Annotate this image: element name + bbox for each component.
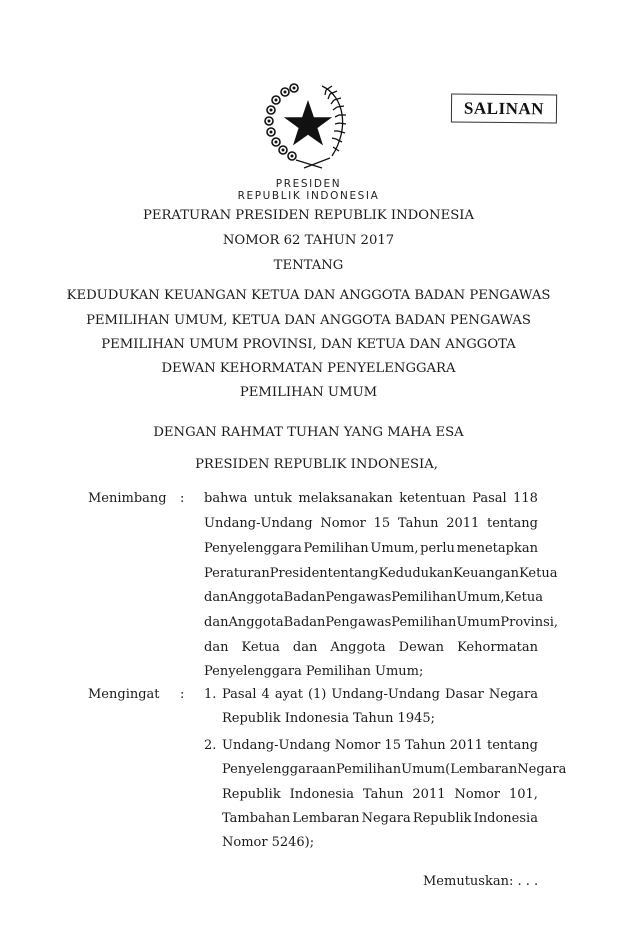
word: (Lembaran [445,762,518,777]
word: tentang [486,738,538,753]
word: 2011 [446,516,480,531]
regulation-title-line: DEWAN KEHORMATAN PENYELENGGARA [161,361,456,376]
word: Provinsi, [500,615,559,630]
word: ketentuan [399,491,466,506]
word: Nomor [334,738,381,753]
word: Pemilihan [391,615,457,630]
word: bahwa [204,491,248,506]
word: dan [204,590,229,605]
word: Pengawas [325,615,392,630]
word: Negara [488,687,538,702]
word: Umum, [370,541,419,556]
word: perlu [420,541,455,556]
regulation-title-line: KEDUDUKAN KEUANGAN KETUA DAN ANGGOTA BADAN PENGAWAS [66,288,551,303]
mengingat-item-line [222,835,538,850]
word: Dasar [445,687,484,702]
word: 2011 [449,738,483,753]
word: Republik [222,711,281,726]
word: Pasal [222,687,257,702]
word: Kehormatan [457,640,538,655]
menimbang-line [204,566,558,581]
word: untuk [253,491,292,506]
word: (1) [307,687,327,702]
mengingat-colon: : [180,687,185,702]
word: Tahun [353,711,394,726]
word: Indonesia [289,787,354,802]
word: Pasal [472,491,507,506]
office-title-line-2: REPUBLIK INDONESIA [237,190,380,202]
word: Ketua [241,640,280,655]
salinan-label: SALINAN [463,98,545,118]
word: Undang-Undang [331,687,440,702]
word: ayat [274,687,303,702]
word: Nomor [222,835,268,850]
presidential-seal-star-icon [252,78,364,178]
word: Kedudukan [378,566,454,581]
word: Badan [283,615,326,630]
regulation-title-line: PEMILIHAN UMUM [239,385,378,400]
menimbang-line [204,590,543,605]
mengingat-item-number: 1. [204,687,217,702]
invocation-line: DENGAN RAHMAT TUHAN YANG MAHA ESA [153,425,464,440]
word: Pengawas [325,590,392,605]
word: 4 [261,687,270,702]
menimbang-line [204,541,538,556]
menimbang-line [204,664,538,679]
salinan-copy-stamp [451,93,557,123]
word: Anggota [228,615,284,630]
word: Presiden [269,566,328,581]
word: melaksanakan [298,491,393,506]
word: Lembaran [292,811,360,826]
word: 1945; [397,711,436,726]
mengingat-item-line [222,787,538,802]
word: Badan [283,590,326,605]
word: Ketua [504,590,543,605]
word: Tambahan [222,811,291,826]
mengingat-item-line [222,762,567,777]
mengingat-item-line [222,738,538,753]
word: menetapkan [456,541,538,556]
menimbang-line [204,491,538,506]
word: Peraturan [204,566,270,581]
word: Indonesia [284,711,350,726]
word: Undang-Undang [222,738,331,753]
word: Tahun [397,516,439,531]
mengingat-item-line [222,711,538,726]
regulation-type-heading: PERATURAN PRESIDEN REPUBLIK INDONESIA [142,208,474,223]
mengingat-item-line [222,687,538,702]
word: Tahun [405,738,446,753]
page-continuation-marker: Memutuskan: . . . [423,874,539,889]
word: Penyelenggara [204,664,302,679]
word: 5246); [271,835,315,850]
word: 15 [384,738,401,753]
word: Umum [401,762,446,777]
word: Dewan [398,640,445,655]
word: Pemilihan [335,762,402,777]
word: Negara [361,811,411,826]
word: dan [204,640,229,655]
word: Nomor [320,516,366,531]
word: Penyelenggaraan [222,762,336,777]
menimbang-line [204,615,559,630]
word: Umum; [375,664,424,679]
word: 118 [513,491,538,506]
word: Negara [517,762,567,777]
word: tentang [327,566,379,581]
word: tentang [487,516,538,531]
menimbang-line [204,640,538,655]
word: Republik [412,811,472,826]
word: Anggota [330,640,386,655]
mengingat-item-line [222,811,538,826]
word: Anggota [228,590,284,605]
word: 101, [508,787,538,802]
word: Undang-Undang [204,516,313,531]
word: Penyelenggara [204,541,302,556]
word: Pemilihan [303,541,369,556]
menimbang-line [204,516,538,531]
regulation-number-year: NOMOR 62 TAHUN 2017 [222,233,395,248]
word: Pemilihan [391,590,457,605]
mengingat-item-number: 2. [204,738,217,753]
word: Keuangan [453,566,520,581]
word: 15 [373,516,391,531]
mengingat-label: Mengingat [88,687,160,702]
word: Pemilihan [305,664,372,679]
word: Nomor [454,787,501,802]
word: Republik [222,787,281,802]
menimbang-colon: : [180,491,185,506]
word: 2011 [412,787,446,802]
office-title-line-1: PRESIDEN [275,178,342,190]
regulation-title-line: PEMILIHAN UMUM PROVINSI, DAN KETUA DAN ANGGOTA [101,337,516,352]
word: Indonesia [473,811,538,826]
word: dan [204,615,229,630]
issuer-line: PRESIDEN REPUBLIK INDONESIA, [195,457,438,472]
word: Tahun [362,787,404,802]
word: dan [292,640,318,655]
about-heading: TENTANG [273,258,344,273]
regulation-title-line: PEMILIHAN UMUM, KETUA DAN ANGGOTA BADAN PENGAWAS [86,313,531,328]
word: Umum [456,615,501,630]
word: Umum, [456,590,505,605]
menimbang-label: Menimbang [88,491,167,506]
word: Ketua [519,566,558,581]
